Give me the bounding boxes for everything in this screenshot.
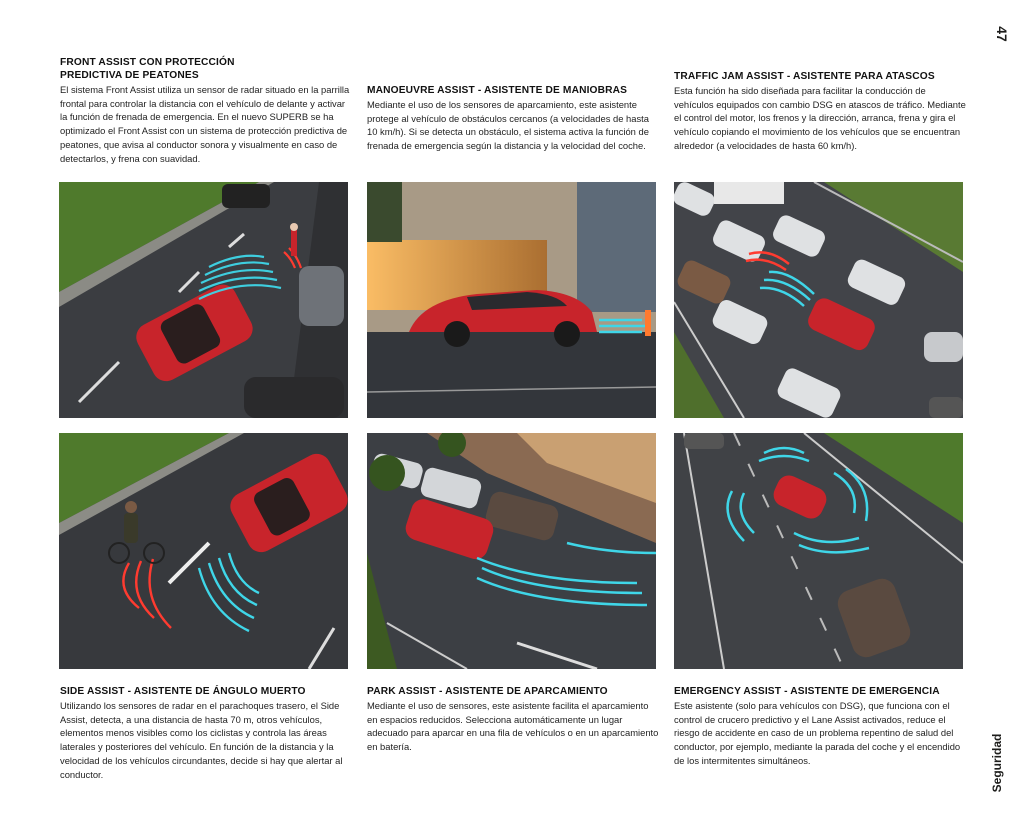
page-number: 47: [994, 26, 1010, 42]
traffic-jam-assist-block: [674, 70, 966, 153]
front-assist-block: [60, 56, 352, 165]
traffic-jam-assist-title: TRAFFIC JAM ASSIST - ASISTENTE PARA ATASCOS: [674, 71, 935, 82]
emergency-assist-title: EMERGENCY ASSIST - ASISTENTE DE EMERGENCIA: [674, 686, 940, 697]
park-assist-block: [367, 685, 659, 754]
emergency-assist-body: Este asistente (solo para vehículos con DSG), que funciona con el control de crucero predictivo y el Lane Assist activados, reduce el riesgo de accidente en caso de un problema repentino de salud del conductor, por ejemplo, mediante la parada del coche y el encendido de los intermitentes simultáneos.: [674, 700, 961, 766]
emergency-assist-photo: [674, 433, 963, 669]
front-assist-body: El sistema Front Assist utiliza un sensor de radar situado en la parrilla frontal para controlar la distancia con el vehículo de delante y activar la función de frenada de emergencia. En el nuevo SUPERB se ha optimizado el Front Assist con un sistema de protección predictiva de peatones, que avisa al conductor sonora y visualmente en caso de detectarlos, y frena con suavidad.: [60, 84, 350, 164]
side-assist-photo: [59, 433, 348, 669]
traffic-jam-assist-photo: [674, 182, 963, 418]
park-assist-photo: [367, 433, 656, 669]
park-assist-body: Mediante el uso de sensores, este asistente facilita el aparcamiento en espacios reducidos. Selecciona automáticamente un lugar adecuado para aparcar en una fila de vehículos o en un aparcamiento en batería.: [367, 700, 659, 753]
manoeuvre-assist-title: MANOEUVRE ASSIST - ASISTENTE DE MANIOBRAS: [367, 85, 628, 96]
manoeuvre-assist-photo: [367, 182, 656, 418]
manoeuvre-assist-block: [367, 84, 659, 153]
emergency-assist-block: [674, 685, 966, 768]
park-assist-title: PARK ASSIST - ASISTENTE DE APARCAMIENTO: [367, 686, 608, 697]
front-assist-photo: [59, 182, 348, 418]
front-assist-title: FRONT ASSIST CON PROTECCIÓN PREDICTIVA DE PEATONES: [60, 57, 235, 81]
side-assist-title: SIDE ASSIST - ASISTENTE DE ÁNGULO MUERTO: [60, 686, 306, 697]
side-assist-block: [60, 685, 352, 781]
manoeuvre-assist-body: Mediante el uso de los sensores de aparcamiento, este asistente protege al vehículo de obstáculos cercanos (a velocidades de hasta 10 km/h). Si se detecta un obstáculo, el sistema activa la función de frenada de emergencia según la distancia y la velocidad del coche.: [367, 99, 649, 152]
section-label: Seguridad: [990, 733, 1004, 793]
traffic-jam-assist-body: Esta función ha sido diseñada para facilitar la conducción de vehículos equipados con cambio DSG en atascos de tráfico. Mediante el control del motor, los frenos y la dirección, arranca, frena y gira el vehículo copiando el movimiento de los vehículos que se encuentran alrededor (a velocidades de hasta 60 km/h).: [674, 85, 966, 151]
side-assist-body: Utilizando los sensores de radar en el parachoques trasero, el Side Assist, detecta, a una distancia de hasta 70 m, otros vehículos, elementos menos visibles como los ciclistas y controla las áreas laterales y posteriores del vehículo. En función de la distancia y la velocidad de los vehículos circundantes, decide si hay que alertar al conductor.: [60, 700, 343, 780]
